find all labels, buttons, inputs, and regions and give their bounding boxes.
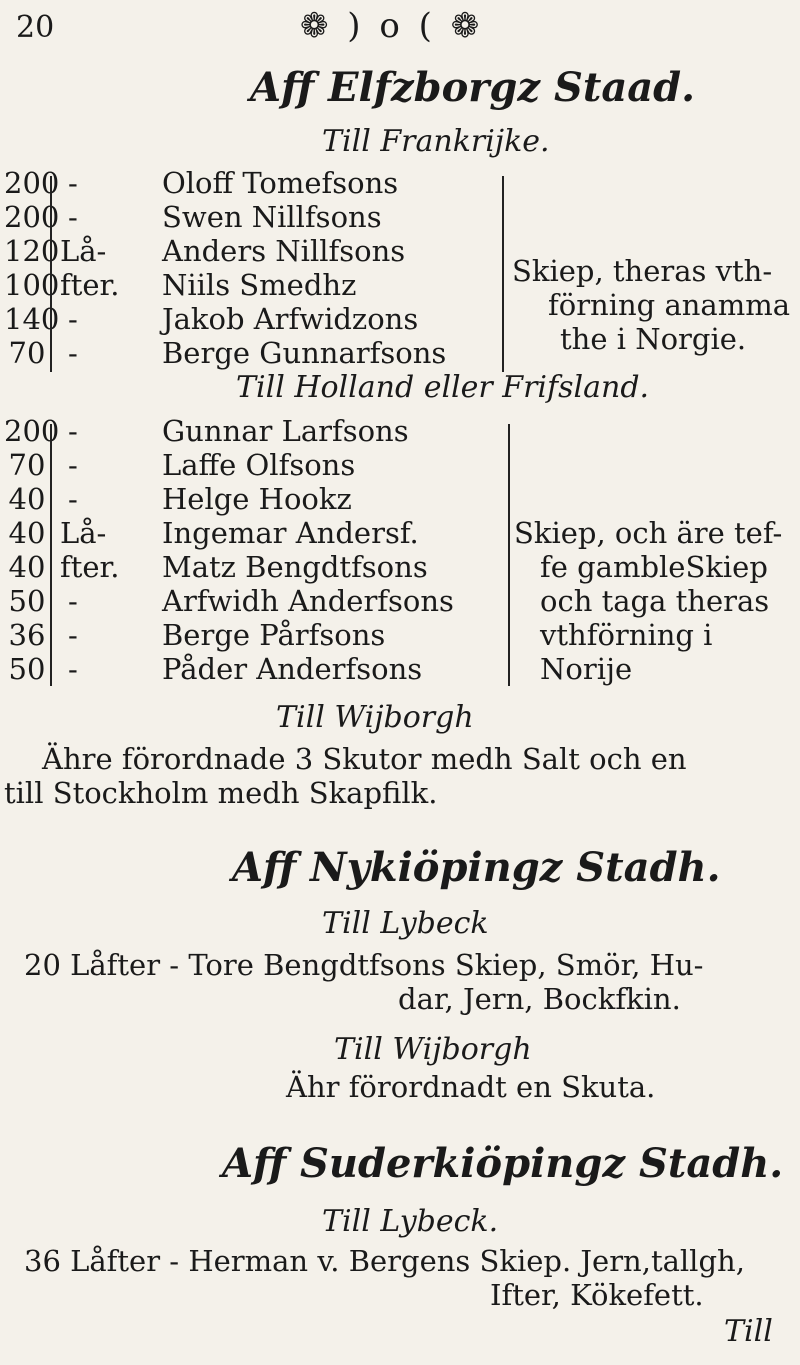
section-subheading: Till Lybeck bbox=[322, 906, 489, 941]
unit-label: Lå- bbox=[60, 234, 107, 268]
name: Matz Bengdtfsons bbox=[162, 550, 428, 584]
ornament-header: ❁ ) o ( ❁ bbox=[300, 6, 484, 46]
quantity: 40 bbox=[8, 550, 46, 584]
text-line: till Stockholm medh Skapfilk. bbox=[4, 776, 438, 810]
section-subheading: Till Lybeck. bbox=[322, 1204, 499, 1239]
dash: - bbox=[68, 200, 78, 234]
quantity: 200 bbox=[4, 166, 60, 200]
text-line: 20 Låfter - Tore Bengdtfsons Skiep, Smör, Hu- bbox=[24, 948, 704, 982]
name: Laffe Olfsons bbox=[162, 448, 356, 482]
section-heading: Aff Elfzborgz Staad. bbox=[250, 64, 696, 111]
dash: - bbox=[68, 336, 78, 370]
quantity: 50 bbox=[8, 652, 46, 686]
name: Gunnar Larfsons bbox=[162, 414, 409, 448]
unit-label: fter. bbox=[60, 550, 120, 584]
text-line: dar, Jern, Bockfkin. bbox=[398, 982, 681, 1016]
unit-label: fter. bbox=[60, 268, 120, 302]
right-brace bbox=[500, 176, 504, 372]
dash: - bbox=[68, 448, 78, 482]
section-heading: Aff Suderkiöpingz Stadh. bbox=[222, 1140, 784, 1187]
name: Helge Hookz bbox=[162, 482, 352, 516]
text-line: Ähre förordnade 3 Skutor medh Salt och en bbox=[42, 742, 687, 776]
right-brace bbox=[506, 424, 510, 686]
quantity: 200 bbox=[4, 200, 60, 234]
dash: - bbox=[68, 166, 78, 200]
name: Berge Pårfsons bbox=[162, 618, 386, 652]
quantity: 50 bbox=[8, 584, 46, 618]
text-line: Ähr förordnadt en Skuta. bbox=[286, 1070, 656, 1104]
dash: - bbox=[68, 414, 78, 448]
name: Berge Gunnarfsons bbox=[162, 336, 447, 370]
quantity: 140 bbox=[4, 302, 60, 336]
text-line: Ifter, Kökefett. bbox=[490, 1278, 704, 1312]
name: Swen Nillfsons bbox=[162, 200, 382, 234]
dash: - bbox=[68, 584, 78, 618]
name: Arfwidh Anderfsons bbox=[162, 584, 454, 618]
catchword: Till bbox=[724, 1314, 773, 1349]
dash: - bbox=[68, 302, 78, 336]
name: Jakob Arfwidzons bbox=[162, 302, 419, 336]
quantity: 40 bbox=[8, 516, 46, 550]
name: Ingemar Andersf. bbox=[162, 516, 419, 550]
left-brace bbox=[50, 424, 52, 686]
section-subheading: Till Frankrijke. bbox=[322, 124, 550, 159]
left-brace bbox=[50, 176, 52, 372]
name: Anders Nillfsons bbox=[162, 234, 406, 268]
quantity: 40 bbox=[8, 482, 46, 516]
quantity: 70 bbox=[8, 448, 46, 482]
name: Niils Smedhz bbox=[162, 268, 357, 302]
section-subheading: Till Holland eller Frifsland. bbox=[236, 370, 650, 405]
quantity: 100 bbox=[4, 268, 60, 302]
quantity: 36 bbox=[8, 618, 46, 652]
page-number: 20 bbox=[16, 10, 55, 45]
quantity: 120 bbox=[4, 234, 60, 268]
dash: - bbox=[68, 652, 78, 686]
quantity: 200 bbox=[4, 414, 60, 448]
section-heading: Aff Nykiöpingz Stadh. bbox=[232, 844, 721, 891]
dash: - bbox=[68, 482, 78, 516]
name: Påder Anderfsons bbox=[162, 652, 423, 686]
dash: - bbox=[68, 618, 78, 652]
name: Oloff Tomefsons bbox=[162, 166, 399, 200]
section-subheading: Till Wijborgh bbox=[276, 700, 474, 735]
text-line: 36 Låfter - Herman v. Bergens Skiep. Jern,tallgh, bbox=[24, 1244, 745, 1278]
unit-label: Lå- bbox=[60, 516, 107, 550]
section-subheading: Till Wijborgh bbox=[334, 1032, 532, 1067]
quantity: 70 bbox=[8, 336, 46, 370]
